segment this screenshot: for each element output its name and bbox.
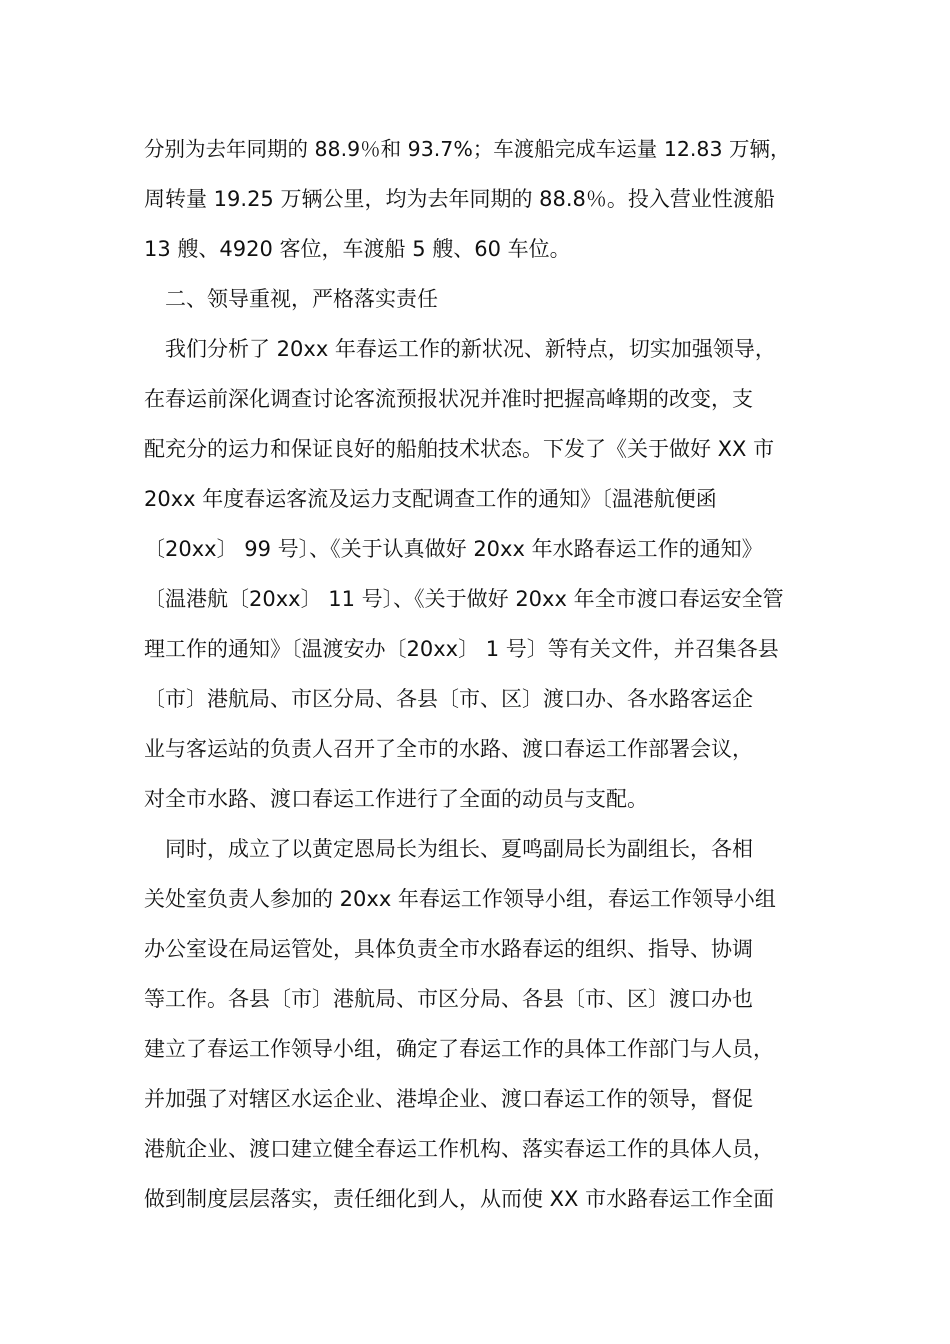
text-line: 并加强了对辖区水运企业、港埠企业、渡口春运工作的领导，督促 [144, 1087, 753, 1111]
text-line: 做到制度层层落实，责任细化到人，从而使 XX 市水路春运工作全面 [144, 1187, 775, 1211]
text-line: 建立了春运工作领导小组，确定了春运工作的具体工作部门与人员， [144, 1037, 774, 1061]
text-line: 理工作的通知》〔温渡安办〔20xx〕 1 号〕等有关文件，并召集各县 [144, 637, 779, 661]
text-line: 〔20xx〕 99 号〕、《关于认真做好 20xx 年水路春运工作的通知》 [144, 537, 763, 561]
text-line: 〔市〕港航局、市区分局、各县〔市、区〕渡口办、各水路客运企 [144, 687, 753, 711]
text-line: 对全市水路、渡口春运工作进行了全面的动员与支配。 [144, 787, 648, 811]
text-line: 〔温港航〔20xx〕 11 号〕、《关于做好 20xx 年全市渡口春运安全管 [144, 587, 784, 611]
text-line: 分别为去年同期的 88.9％和 93.7%；车渡船完成车运量 12.83 万辆， [144, 137, 791, 161]
text-line: 我们分析了 20xx 年春运工作的新状况、新特点，切实加强领导， [165, 337, 776, 361]
text-line: 同时，成立了以黄定恩局长为组长、夏鸣副局长为副组长，各相 [165, 837, 753, 861]
section-heading: 二、领导重视，严格落实责任 [165, 287, 438, 311]
text-line: 关处室负责人参加的 20xx 年春运工作领导小组，春运工作领导小组 [144, 887, 776, 911]
text-line: 20xx 年度春运客流及运力支配调查工作的通知》〔温港航便函 [144, 487, 717, 511]
text-line: 配充分的运力和保证良好的船舶技术状态。下发了《关于做好 XX 市 [144, 437, 775, 461]
text-line: 港航企业、渡口建立健全春运工作机构、落实春运工作的具体人员， [144, 1137, 774, 1161]
text-line: 在春运前深化调查讨论客流预报状况并准时把握高峰期的改变，支 [144, 387, 753, 411]
text-line: 13 艘、4920 客位，车渡船 5 艘、60 车位。 [144, 237, 571, 261]
text-line: 业与客运站的负责人召开了全市的水路、渡口春运工作部署会议， [144, 737, 753, 761]
text-line: 等工作。各县〔市〕港航局、市区分局、各县〔市、区〕渡口办也 [144, 987, 753, 1011]
text-line: 周转量 19.25 万辆公里，均为去年同期的 88.8％。投入营业性渡船 [144, 187, 775, 211]
text-line: 办公室设在局运管处，具体负责全市水路春运的组织、指导、协调 [144, 937, 753, 961]
